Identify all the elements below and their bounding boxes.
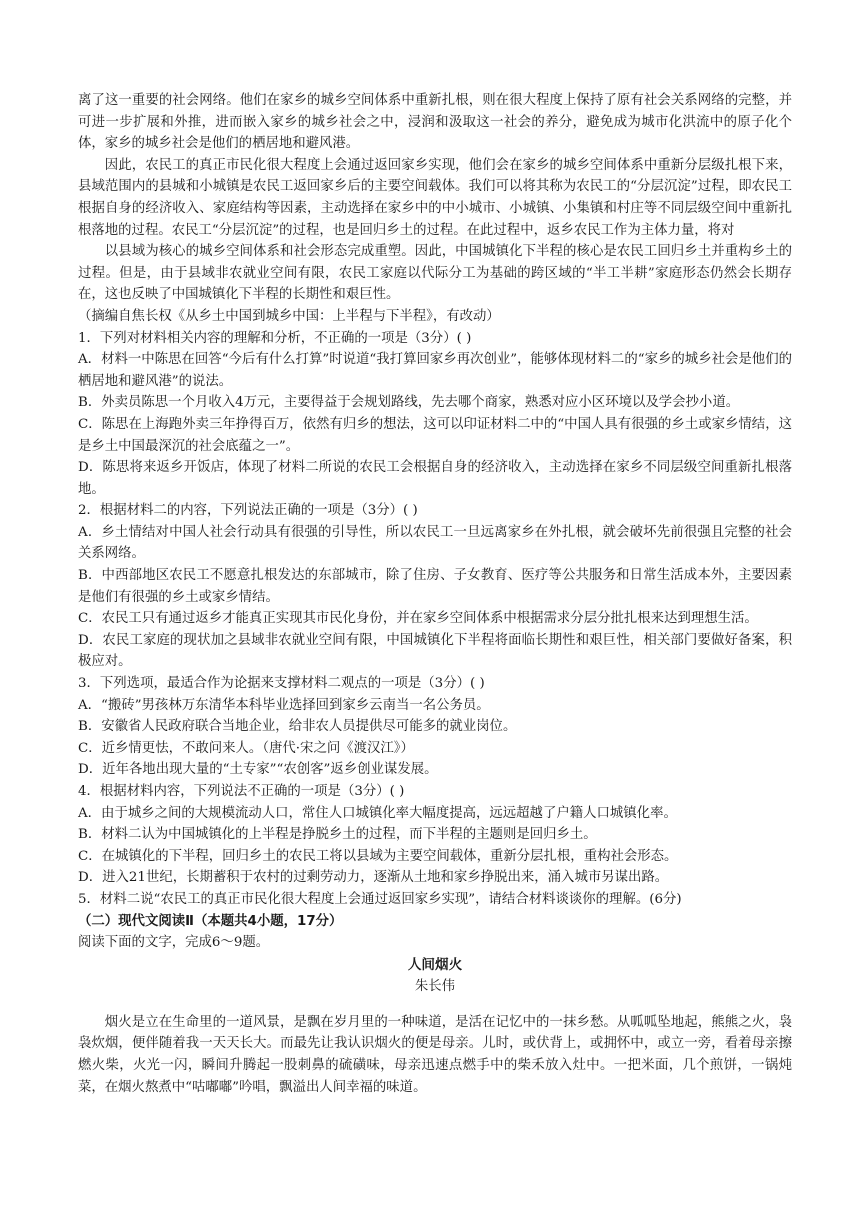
question-stem: 1．下列对材料相关内容的理解和分析，不正确的一项是（3分）( ): [78, 330, 472, 346]
answer-option: D．农民工家庭的现状加之县域非农就业空间有限，中国城镇化下半程将面临长期性和艰巨性，相关部门要做好备案，积极应对。: [78, 632, 792, 670]
answer-option: B．外卖员陈思一个月收入4万元，主要得益于会规划路线，先去哪个商家，熟悉对应小区环境以及学会抄小道。: [78, 395, 740, 411]
answer-option: A．材料一中陈思在回答“今后有什么打算”时说道“我打算回家乡再次创业”，能够体现材料二的“家乡的城乡社会是他们的栖居地和避风港”的说法。: [78, 352, 792, 389]
document-page: [78, 90, 792, 1098]
section-instruction: 阅读下面的文字，完成6～9题。: [78, 935, 270, 951]
article-paragraph: 烟火是立在生命里的一道风景，是飘在岁月里的一种味道，是活在记忆中的一抹乡愁。从呱呱坠地起，熊熊之火，袅袅炊烟，便伴随着我一天天长大。而最先让我认识烟火的便是母亲。儿时，或伏背上，或拥怀中，或立一旁，看着母亲擦燃火柴，火光一闪，瞬间升腾起一股刺鼻的硫磺味，母亲迅速点燃手中的柴禾放入灶中。一把米面，几个煎饼，一锅炖菜，在烟火熬煮中“咕嘟嘟”吟唱，飘溢出人间幸福的味道。: [78, 1014, 792, 1095]
passage-paragraph: 因此，农民工的真正市民化很大程度上会通过返回家乡实现，他们会在家乡的城乡空间体系中重新分层级扎根下来，县域范围内的县城和小城镇是农民工返回家乡后的主要空间载体。我们可以将其称为农民工的“分层沉淀”过程，即农民工根据自身的经济收入、家庭结构等因素，主动选择在家乡中的中小城市、小城镇、小集镇和村庄等不同层级空间中重新扎根落地的过程。农民工“分层沉淀”的过程，也是回归乡土的过程。在此过程中，返乡农民工作为主体力量，将对: [78, 157, 792, 238]
answer-option: B．安徽省人民政府联合当地企业，给非农人员提供尽可能多的就业岗位。: [78, 719, 517, 735]
question-5: [78, 889, 792, 911]
answer-option: D．陈思将来返乡开饭店，体现了材料二所说的农民工会根据自身的经济收入，主动选择在家乡不同层级空间重新扎根落地。: [78, 460, 792, 497]
answer-option: C．陈思在上海跑外卖三年挣得百万，依然有归乡的想法，这可以印证材料二中的“中国人具有很强的乡土或家乡情结，这是乡土中国最深沉的社会底蕴之一”。: [78, 416, 792, 454]
answer-option: C．农民工只有通过返乡才能真正实现其市民化身份，并在家乡空间体系中根据需求分层分批扎根来达到理想生活。: [78, 611, 758, 627]
answer-option: C．近乡情更怯，不敢问来人。（唐代·宋之问《渡汉江》）: [78, 740, 414, 756]
source-citation: （摘编自焦长权《从乡土中国到城乡中国：上半程与下半程》，有改动）: [78, 308, 500, 324]
answer-option: D．进入21世纪，长期蓄积于农村的过剩劳动力，逐渐从土地和家乡挣脱出来，涌入城市另谋出路。: [78, 870, 669, 886]
answer-option: A．“搬砖”男孩林万东清华本科毕业选择回到家乡云南当一名公务员。: [78, 697, 490, 713]
answer-option: A．乡土情结对中国人社会行动具有很强的引导性，所以农民工一旦远离家乡在外扎根，就会破坏先前很强且完整的社会关系网络。: [78, 524, 792, 562]
question-stem: 3．下列选项，最适合作为论据来支撑材料二观点的一项是（3分）( ): [78, 676, 485, 692]
question-1: [78, 328, 792, 501]
article-title: 人间烟火: [407, 956, 463, 973]
passage-paragraph: 以县域为核心的城乡空间体系和社会形态完成重塑。因此，中国城镇化下半程的核心是农民工回归乡土并重构乡土的过程。但是，由于县域非农就业空间有限，农民工家庭以代际分工为基础的跨区域的“半工半耕”家庭形态仍然会长期存在，这也反映了中国城镇化下半程的长期性和艰巨性。: [78, 244, 792, 303]
answer-option: C．在城镇化的下半程，回归乡土的农民工将以县域为主要空间载体，重新分层扎根，重构社会形态。: [78, 848, 678, 864]
passage-paragraph: 离了这一重要的社会网络。他们在家乡的城乡空间体系中重新扎根，则在很大程度上保持了原有社会关系网络的完整，并可进一步扩展和外推，进而嵌入家乡的城乡社会之中，浸润和汲取这一社会的养分，避免成为城市化洪流中的原子化个体，家乡的城乡社会是他们的栖居地和避风港。: [78, 93, 792, 152]
question-stem: 5．材料二说“农民工的真正市民化很大程度上会通过返回家乡实现”，请结合材料谈谈你的理解。(6分): [78, 891, 682, 907]
question-3: [78, 673, 792, 781]
question-stem: 2．根据材料二的内容，下列说法正确的一项是（3分）( ): [78, 503, 418, 519]
question-2: [78, 500, 792, 673]
question-stem: 4．根据材料内容，下列说法不正确的一项是（3分）( ): [78, 784, 405, 799]
answer-option: D．近年各地出现大量的“土专家”“农创客”返乡创业谋发展。: [78, 762, 438, 778]
answer-option: B．材料二认为中国城镇化的上半程是挣脱乡土的过程，而下半程的主题则是回归乡土。: [78, 827, 597, 843]
answer-option: A．由于城乡之间的大规模流动人口，常住人口城镇化率大幅度提高，远远超越了户籍人口城镇化率。: [78, 805, 677, 821]
answer-option: B．中西部地区农民工不愿意扎根发达的东部城市，除了住房、子女教育、医疗等公共服务和日常生活成本外，主要因素是他们有很强的乡土或家乡情结。: [78, 568, 792, 605]
article-author: 朱长伟: [414, 978, 456, 994]
question-4: [78, 781, 792, 889]
section-heading: （二）现代文阅读Ⅱ（本题共4小题，17分）: [78, 913, 343, 929]
